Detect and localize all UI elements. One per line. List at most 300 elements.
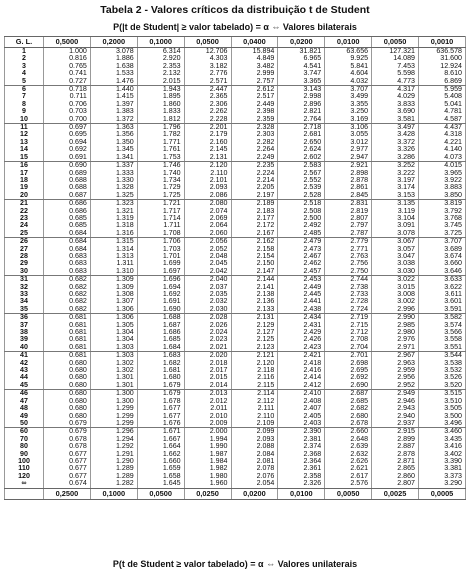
critical-value: 2.418 bbox=[278, 360, 325, 367]
critical-value: 3.707 bbox=[325, 86, 372, 94]
degrees-of-freedom: 39 bbox=[5, 336, 44, 343]
critical-value: 2.032 bbox=[184, 298, 231, 305]
critical-value: 2.045 bbox=[184, 260, 231, 267]
critical-value: 1.734 bbox=[137, 177, 184, 184]
critical-value: 0.681 bbox=[44, 344, 91, 352]
table-row bbox=[5, 146, 466, 153]
table-row bbox=[5, 374, 466, 381]
degrees-of-freedom: 13 bbox=[5, 139, 44, 146]
bilateral-alpha: 0,0100 bbox=[325, 37, 372, 48]
critical-value: 2.648 bbox=[325, 436, 372, 443]
critical-value: 3.015 bbox=[372, 284, 419, 291]
critical-value: 1.690 bbox=[137, 306, 184, 314]
critical-value: 2.167 bbox=[231, 230, 278, 238]
critical-value: 2.899 bbox=[372, 436, 419, 443]
critical-value: 2.441 bbox=[278, 298, 325, 305]
critical-value: 1.687 bbox=[137, 322, 184, 329]
critical-value: 3.381 bbox=[419, 465, 466, 472]
table-row bbox=[5, 276, 466, 284]
critical-value: 2.583 bbox=[278, 162, 325, 170]
critical-value: 1.895 bbox=[137, 93, 184, 100]
degrees-of-freedom: 42 bbox=[5, 360, 44, 367]
critical-value: 2.998 bbox=[278, 93, 325, 100]
table-row bbox=[5, 322, 466, 329]
critical-value: 2.018 bbox=[184, 360, 231, 367]
critical-value: 1.740 bbox=[137, 170, 184, 177]
critical-value: 5.959 bbox=[419, 86, 466, 94]
critical-value: 2.845 bbox=[325, 192, 372, 200]
critical-value: 0.727 bbox=[44, 78, 91, 86]
critical-value: 0.689 bbox=[44, 170, 91, 177]
critical-value: 2.017 bbox=[184, 367, 231, 374]
table-row bbox=[5, 360, 466, 367]
degrees-of-freedom: 30 bbox=[5, 268, 44, 276]
critical-value: 3.707 bbox=[419, 238, 466, 246]
critical-value: 2.434 bbox=[278, 314, 325, 322]
critical-value: 1.677 bbox=[137, 413, 184, 420]
bilateral-alpha: 0,0050 bbox=[372, 37, 419, 48]
table-row bbox=[5, 184, 466, 191]
critical-value: 2.449 bbox=[231, 101, 278, 108]
table-row bbox=[5, 306, 466, 314]
critical-value: 63.656 bbox=[325, 48, 372, 56]
degrees-of-freedom: 26 bbox=[5, 238, 44, 246]
critical-value: 1.328 bbox=[90, 184, 137, 191]
critical-value: 2.114 bbox=[231, 390, 278, 398]
critical-value: 3.526 bbox=[419, 374, 466, 381]
critical-value: 2.407 bbox=[278, 405, 325, 412]
blank-cell bbox=[5, 488, 44, 499]
critical-value: 2.940 bbox=[372, 413, 419, 420]
critical-value: 3.416 bbox=[419, 443, 466, 450]
critical-value: 2.064 bbox=[184, 222, 231, 229]
critical-value: 0.682 bbox=[44, 284, 91, 291]
critical-value: 2.528 bbox=[278, 192, 325, 200]
degrees-of-freedom: 29 bbox=[5, 260, 44, 267]
critical-value: 1.679 bbox=[137, 382, 184, 390]
critical-value: 5.041 bbox=[419, 101, 466, 108]
table-row bbox=[5, 458, 466, 465]
critical-value: 1.708 bbox=[137, 230, 184, 238]
critical-value: 0.681 bbox=[44, 336, 91, 343]
table-row bbox=[5, 222, 466, 229]
degrees-of-freedom: 7 bbox=[5, 93, 44, 100]
critical-value: 3.250 bbox=[325, 108, 372, 115]
critical-value: 1.671 bbox=[137, 428, 184, 436]
table-row bbox=[5, 451, 466, 458]
critical-value: 3.022 bbox=[372, 276, 419, 284]
table-row bbox=[5, 436, 466, 443]
critical-value: 1.833 bbox=[137, 108, 184, 115]
table-row bbox=[5, 86, 466, 94]
critical-value: 1.345 bbox=[90, 146, 137, 153]
critical-value: 3.038 bbox=[372, 260, 419, 267]
critical-value: 0.679 bbox=[44, 420, 91, 428]
critical-value: 3.390 bbox=[419, 458, 466, 465]
critical-value: 3.510 bbox=[419, 398, 466, 405]
critical-value: 1.300 bbox=[90, 390, 137, 398]
critical-value: 1.302 bbox=[90, 367, 137, 374]
bilateral-alpha: 0,0200 bbox=[278, 37, 325, 48]
critical-value: 1.350 bbox=[90, 139, 137, 146]
critical-value: 0.681 bbox=[44, 329, 91, 336]
critical-value: 12.924 bbox=[419, 63, 466, 70]
critical-value: 1.694 bbox=[137, 284, 184, 291]
critical-value: 3.290 bbox=[419, 480, 466, 488]
critical-value: 2.037 bbox=[184, 284, 231, 291]
critical-value: 1.476 bbox=[90, 78, 137, 86]
critical-value: 1.290 bbox=[90, 458, 137, 465]
critical-value: 2.112 bbox=[231, 398, 278, 405]
table-row bbox=[5, 192, 466, 200]
critical-value: 2.756 bbox=[325, 260, 372, 267]
table-row bbox=[5, 390, 466, 398]
critical-value: 4.849 bbox=[231, 55, 278, 62]
critical-value: 1.292 bbox=[90, 443, 137, 450]
critical-value: 0.694 bbox=[44, 139, 91, 146]
critical-value: 2.381 bbox=[278, 436, 325, 443]
critical-value: 2.878 bbox=[325, 177, 372, 184]
critical-value: 2.479 bbox=[278, 238, 325, 246]
unilateral-alpha: 0,0200 bbox=[231, 488, 278, 499]
critical-value: 4.140 bbox=[419, 146, 466, 153]
critical-value: 2.896 bbox=[278, 101, 325, 108]
critical-value: 1.315 bbox=[90, 238, 137, 246]
critical-value: 2.361 bbox=[278, 465, 325, 472]
bilateral-alpha: 0,0500 bbox=[184, 37, 231, 48]
critical-value: 12.706 bbox=[184, 48, 231, 56]
degrees-of-freedom: 33 bbox=[5, 291, 44, 298]
critical-value: 2.024 bbox=[184, 329, 231, 336]
critical-value: 2.764 bbox=[278, 116, 325, 124]
critical-value: 3.143 bbox=[278, 86, 325, 94]
table-row bbox=[5, 200, 466, 208]
critical-value: 4.015 bbox=[419, 162, 466, 170]
degrees-of-freedom: 21 bbox=[5, 200, 44, 208]
table-row bbox=[5, 230, 466, 238]
critical-value: 2.282 bbox=[231, 139, 278, 146]
critical-value: 1.291 bbox=[90, 451, 137, 458]
critical-value: 1.684 bbox=[137, 344, 184, 352]
critical-value: 2.110 bbox=[231, 413, 278, 420]
critical-value: 2.779 bbox=[325, 238, 372, 246]
critical-value: 2.712 bbox=[325, 329, 372, 336]
degrees-of-freedom: 8 bbox=[5, 101, 44, 108]
critical-value: 2.807 bbox=[325, 215, 372, 222]
degrees-of-freedom: 28 bbox=[5, 253, 44, 260]
critical-value: 2.026 bbox=[184, 322, 231, 329]
critical-value: 2.123 bbox=[231, 344, 278, 352]
critical-value: 3.482 bbox=[231, 63, 278, 70]
critical-value: 2.921 bbox=[325, 162, 372, 170]
critical-value: 1.310 bbox=[90, 268, 137, 276]
critical-value: 4.073 bbox=[419, 154, 466, 162]
critical-value: 0.697 bbox=[44, 124, 91, 132]
degrees-of-freedom: 22 bbox=[5, 208, 44, 215]
critical-value: 2.952 bbox=[372, 382, 419, 390]
critical-value: 1.980 bbox=[184, 473, 231, 480]
bilateral-alpha: 0,5000 bbox=[44, 37, 91, 48]
critical-value: 3.091 bbox=[372, 222, 419, 229]
degrees-of-freedom: 25 bbox=[5, 230, 44, 238]
critical-value: 3.355 bbox=[325, 101, 372, 108]
table-row bbox=[5, 238, 466, 246]
critical-value: 2.028 bbox=[184, 314, 231, 322]
critical-value: 2.080 bbox=[184, 200, 231, 208]
critical-value: 8.610 bbox=[419, 70, 466, 77]
critical-value: 2.183 bbox=[231, 208, 278, 215]
critical-value: 1.678 bbox=[137, 398, 184, 405]
critical-value: 0.679 bbox=[44, 428, 91, 436]
critical-value: 1.771 bbox=[137, 139, 184, 146]
critical-value: 4.604 bbox=[325, 70, 372, 77]
critical-value: 2.111 bbox=[231, 405, 278, 412]
critical-value: 2.685 bbox=[325, 398, 372, 405]
critical-value: 1.638 bbox=[90, 63, 137, 70]
critical-value: 2.390 bbox=[278, 428, 325, 436]
critical-value: 1.696 bbox=[137, 276, 184, 284]
table-row bbox=[5, 284, 466, 291]
critical-value: 2.127 bbox=[231, 329, 278, 336]
critical-value: 1.337 bbox=[90, 162, 137, 170]
critical-value: 2.365 bbox=[184, 93, 231, 100]
critical-value: 0.678 bbox=[44, 436, 91, 443]
critical-value: 2.698 bbox=[325, 360, 372, 367]
critical-value: 1.699 bbox=[137, 260, 184, 267]
critical-value: 2.728 bbox=[325, 298, 372, 305]
critical-value: 2.457 bbox=[278, 268, 325, 276]
critical-value: 1.721 bbox=[137, 200, 184, 208]
critical-value: 0.683 bbox=[44, 253, 91, 260]
critical-value: 3.373 bbox=[419, 473, 466, 480]
critical-value: 2.937 bbox=[372, 420, 419, 428]
critical-value: 1.294 bbox=[90, 436, 137, 443]
critical-value: 3.372 bbox=[372, 139, 419, 146]
critical-value: 3.601 bbox=[419, 298, 466, 305]
critical-value: 2.681 bbox=[278, 131, 325, 138]
critical-value: 2.214 bbox=[231, 177, 278, 184]
critical-value: 1.688 bbox=[137, 314, 184, 322]
critical-value: 2.115 bbox=[231, 382, 278, 390]
bilateral-alpha: 0,1000 bbox=[137, 37, 184, 48]
bilateral-header: P(|t de Student| ≥ valor tabelado) = α ⇔ Valores bilaterais bbox=[113, 22, 357, 32]
critical-value: 3.119 bbox=[372, 208, 419, 215]
unilateral-alpha: 0,0250 bbox=[184, 488, 231, 499]
table-row bbox=[5, 63, 466, 70]
degrees-of-freedom: 36 bbox=[5, 314, 44, 322]
critical-value: 2.069 bbox=[184, 215, 231, 222]
critical-value: 0.680 bbox=[44, 374, 91, 381]
critical-value: 2.946 bbox=[372, 398, 419, 405]
critical-value: 3.833 bbox=[372, 101, 419, 108]
degrees-of-freedom: 31 bbox=[5, 276, 44, 284]
critical-value: 2.462 bbox=[278, 260, 325, 267]
critical-value: 2.197 bbox=[231, 192, 278, 200]
critical-value: 2.492 bbox=[278, 222, 325, 229]
degrees-of-freedom: 45 bbox=[5, 382, 44, 390]
critical-value: 0.684 bbox=[44, 230, 91, 238]
table-row bbox=[5, 352, 466, 360]
critical-value: 6.869 bbox=[419, 78, 466, 86]
degrees-of-freedom: 23 bbox=[5, 215, 44, 222]
degrees-of-freedom: 43 bbox=[5, 367, 44, 374]
critical-value: 2.405 bbox=[278, 413, 325, 420]
degrees-of-freedom: 15 bbox=[5, 154, 44, 162]
critical-value: 1.662 bbox=[137, 451, 184, 458]
critical-value: 2.014 bbox=[184, 382, 231, 390]
critical-value: 2.412 bbox=[278, 382, 325, 390]
critical-value: 1.305 bbox=[90, 322, 137, 329]
critical-value: 1.303 bbox=[90, 344, 137, 352]
critical-value: 2.831 bbox=[325, 200, 372, 208]
critical-value: 1.987 bbox=[184, 451, 231, 458]
critical-value: 1.289 bbox=[90, 473, 137, 480]
critical-value: 1.667 bbox=[137, 436, 184, 443]
critical-value: 3.104 bbox=[372, 215, 419, 222]
critical-value: 2.680 bbox=[325, 413, 372, 420]
critical-value: 2.154 bbox=[231, 253, 278, 260]
critical-value: 2.692 bbox=[325, 374, 372, 381]
critical-value: 1.679 bbox=[137, 390, 184, 398]
critical-value: 2.701 bbox=[325, 352, 372, 360]
critical-value: 0.695 bbox=[44, 131, 91, 138]
critical-value: 2.040 bbox=[184, 276, 231, 284]
critical-value: 1.306 bbox=[90, 306, 137, 314]
critical-value: 3.622 bbox=[419, 284, 466, 291]
critical-value: 0.680 bbox=[44, 390, 91, 398]
unilateral-alpha: 0,0500 bbox=[137, 488, 184, 499]
critical-value: 1.703 bbox=[137, 246, 184, 253]
critical-value: 2.571 bbox=[184, 78, 231, 86]
critical-value: 1.300 bbox=[90, 398, 137, 405]
critical-value: 2.990 bbox=[372, 314, 419, 322]
critical-value: 1.319 bbox=[90, 215, 137, 222]
critical-value: 2.473 bbox=[278, 246, 325, 253]
critical-value: 2.807 bbox=[372, 480, 419, 488]
critical-value: 3.690 bbox=[372, 108, 419, 115]
critical-value: 1.313 bbox=[90, 253, 137, 260]
critical-value: 2.744 bbox=[325, 276, 372, 284]
critical-value: 1.984 bbox=[184, 458, 231, 465]
table-row bbox=[5, 170, 466, 177]
critical-value: 2.162 bbox=[231, 238, 278, 246]
critical-value: 3.182 bbox=[184, 63, 231, 70]
critical-value: 0.816 bbox=[44, 55, 91, 62]
critical-value: 2.431 bbox=[278, 322, 325, 329]
table-row bbox=[5, 291, 466, 298]
critical-value: 1.299 bbox=[90, 420, 137, 428]
degrees-of-freedom: 3 bbox=[5, 63, 44, 70]
critical-value: 2.201 bbox=[184, 124, 231, 132]
critical-value: 4.587 bbox=[419, 116, 466, 124]
critical-value: 4.303 bbox=[184, 55, 231, 62]
table-row bbox=[5, 329, 466, 336]
critical-value: 2.567 bbox=[278, 170, 325, 177]
critical-value: 2.093 bbox=[184, 184, 231, 191]
degrees-of-freedom: 60 bbox=[5, 428, 44, 436]
critical-value: 2.878 bbox=[372, 451, 419, 458]
critical-value: 2.617 bbox=[325, 473, 372, 480]
critical-value: 2.508 bbox=[278, 208, 325, 215]
critical-value: 2.132 bbox=[137, 70, 184, 77]
critical-value: 1.296 bbox=[90, 428, 137, 436]
critical-value: 3.435 bbox=[419, 436, 466, 443]
table-row bbox=[5, 268, 466, 276]
critical-value: 2.920 bbox=[137, 55, 184, 62]
critical-value: 2.177 bbox=[231, 215, 278, 222]
degrees-of-freedom: 14 bbox=[5, 146, 44, 153]
critical-value: 2.179 bbox=[184, 131, 231, 138]
critical-value: 2.771 bbox=[325, 246, 372, 253]
critical-value: 2.359 bbox=[231, 116, 278, 124]
critical-value: 2.871 bbox=[372, 458, 419, 465]
critical-value: 3.591 bbox=[419, 306, 466, 314]
critical-value: 9.925 bbox=[325, 55, 372, 62]
critical-value: 7.453 bbox=[372, 63, 419, 70]
critical-value: 3.850 bbox=[419, 192, 466, 200]
critical-value: 2.189 bbox=[231, 200, 278, 208]
critical-value: 2.116 bbox=[231, 374, 278, 381]
critical-value: 2.158 bbox=[231, 246, 278, 253]
critical-value: 0.711 bbox=[44, 93, 91, 100]
degrees-of-freedom: 120 bbox=[5, 473, 44, 480]
critical-value: 0.687 bbox=[44, 192, 91, 200]
critical-value: 2.626 bbox=[325, 458, 372, 465]
critical-value: 2.977 bbox=[325, 146, 372, 153]
bilateral-alpha: 0,2000 bbox=[90, 37, 137, 48]
degrees-of-freedom: 48 bbox=[5, 405, 44, 412]
critical-value: 3.574 bbox=[419, 322, 466, 329]
critical-value: 2.943 bbox=[372, 405, 419, 412]
critical-value: 0.677 bbox=[44, 465, 91, 472]
critical-value: 3.499 bbox=[325, 93, 372, 100]
critical-value: 1.645 bbox=[137, 480, 184, 488]
critical-value: 1.307 bbox=[90, 298, 137, 305]
critical-value: 1.533 bbox=[90, 70, 137, 77]
critical-value: 3.532 bbox=[419, 367, 466, 374]
critical-value: 2.715 bbox=[325, 322, 372, 329]
critical-value: 2.887 bbox=[372, 443, 419, 450]
critical-value: 1.306 bbox=[90, 314, 137, 322]
critical-value: 2.052 bbox=[184, 246, 231, 253]
critical-value: 2.632 bbox=[325, 451, 372, 458]
table-row bbox=[5, 420, 466, 428]
critical-value: 0.690 bbox=[44, 162, 91, 170]
critical-value: 1.415 bbox=[90, 93, 137, 100]
critical-value: 3.055 bbox=[325, 131, 372, 138]
critical-value: 0.681 bbox=[44, 314, 91, 322]
critical-value: 2.133 bbox=[231, 306, 278, 314]
critical-value: 0.680 bbox=[44, 405, 91, 412]
critical-value: 2.101 bbox=[184, 177, 231, 184]
critical-value: 1.717 bbox=[137, 208, 184, 215]
critical-value: 1.301 bbox=[90, 374, 137, 381]
table-row bbox=[5, 116, 466, 124]
critical-value: 3.222 bbox=[372, 170, 419, 177]
table-row bbox=[5, 108, 466, 115]
degrees-of-freedom: 90 bbox=[5, 451, 44, 458]
critical-value: 2.012 bbox=[184, 398, 231, 405]
critical-value: 2.467 bbox=[278, 253, 325, 260]
critical-value: 2.682 bbox=[325, 405, 372, 412]
critical-value: 0.691 bbox=[44, 154, 91, 162]
critical-value: 3.660 bbox=[419, 260, 466, 267]
critical-value: 1.753 bbox=[137, 154, 184, 162]
critical-value: 2.429 bbox=[278, 329, 325, 336]
critical-value: 2.500 bbox=[278, 215, 325, 222]
critical-value: 2.719 bbox=[325, 314, 372, 322]
critical-value: 0.682 bbox=[44, 276, 91, 284]
